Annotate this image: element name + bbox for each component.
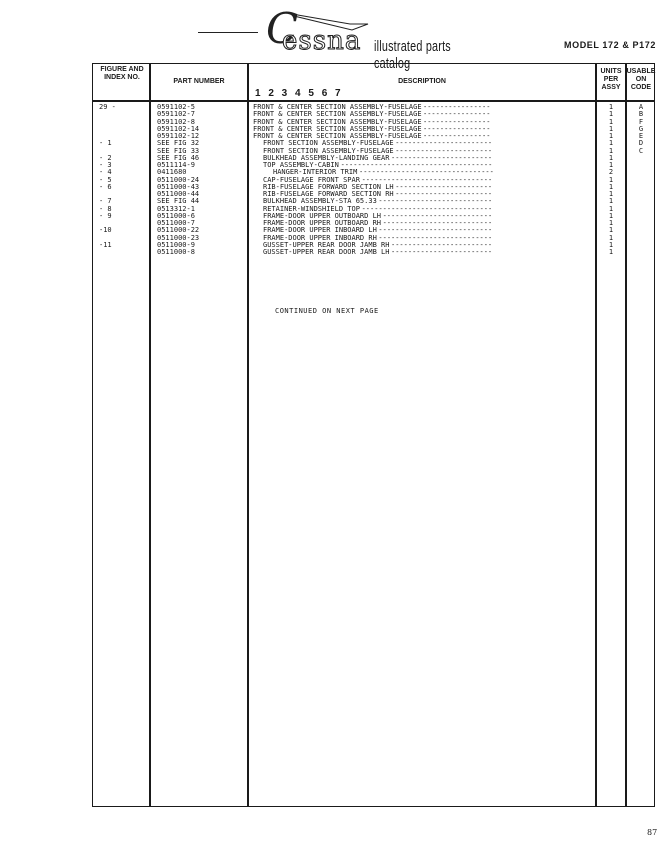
description-cell: FRONT SECTION ASSEMBLY-FUSELAGE [263,139,394,148]
figure-column-header: FIGURE AND INDEX NO. [100,66,144,81]
catalog-title: illustrated parts catalog [374,38,451,72]
description-cell: RIB-FUSELAGE FORWARD SECTION LH [263,182,394,191]
usable-code-cell: C [638,146,644,155]
units-cell: 1 [608,110,614,119]
part-number-cell: 0591102-7 [157,110,195,119]
part-number-cell: 0513312-1 [157,204,195,213]
figure-index-cell: - 8 [99,204,112,213]
part-number-cell: 0511000-24 [157,175,200,184]
units-cell: 1 [608,103,614,111]
continued-note: CONTINUED ON NEXT PAGE [275,307,379,315]
dot-leader: ------------------------------- [361,204,493,213]
part-number-cell: 0511000-9 [157,240,195,249]
usable-code-cell: F [638,117,644,126]
part-number-cell: 0411680 [157,168,187,177]
units-cell: 1 [608,226,614,235]
units-cell: 1 [608,204,614,213]
units-column-header: UNITS PER ASSY [600,68,622,91]
units-cell: 1 [608,153,614,162]
description-cell: FRONT & CENTER SECTION ASSEMBLY-FUSELAGE [253,110,422,119]
usable-code-cell: E [638,132,644,140]
dot-leader: ----------------------- [395,139,493,148]
figure-index-cell: -10 [99,226,112,235]
parts-table [92,63,655,807]
cessna-logo [198,4,488,72]
part-number-cell: 0511000-43 [157,182,200,191]
part-number-cell: 0591102-12 [157,132,200,140]
part-number-cell: 0511000-44 [157,190,200,198]
description-cell: FRONT & CENTER SECTION ASSEMBLY-FUSELAGE [253,103,422,111]
dot-leader: ----------------------- [395,146,493,155]
model-label: MODEL 172 & P172 [564,40,656,50]
figure-index-cell: - 6 [99,182,112,191]
units-cell: 1 [608,233,614,242]
description-cell: GUSSET-UPPER REAR DOOR JAMB LH [263,248,390,256]
part-number-cell: 0591102-8 [157,117,195,126]
dot-leader: ------------------------ [391,248,493,256]
figure-index-cell: - 9 [99,211,112,220]
dot-leader: ------------------------------------ [340,161,493,169]
units-cell: 1 [608,161,614,169]
usable-column-header: USABLE ON CODE [626,68,656,91]
description-column-header: DESCRIPTION [398,78,446,85]
part-number-column-header: PART NUMBER [173,78,225,85]
dot-leader: --------------------------- [378,226,493,235]
units-cell: 1 [608,146,614,155]
dot-leader: ----------------------- [395,190,493,198]
part-number-cell: SEE FIG 46 [157,153,200,162]
part-number-cell: 0511000-7 [157,219,195,227]
description-cell: BULKHEAD ASSEMBLY-LANDING GEAR [263,153,390,162]
dot-leader: ----------------------- [395,182,493,191]
part-number-cell: 0511000-8 [157,248,195,256]
dot-leader: ---------------- [423,124,491,133]
units-cell: 1 [608,132,614,140]
units-cell: 1 [608,139,614,148]
description-cell: FRONT SECTION ASSEMBLY-FUSELAGE [263,146,394,155]
description-cell: FRONT & CENTER SECTION ASSEMBLY-FUSELAGE [253,124,422,133]
page-header [0,0,672,72]
part-number-cell: SEE FIG 44 [157,197,200,206]
part-number-cell: 0511000-23 [157,233,200,242]
units-cell: 1 [608,117,614,126]
page-number: 87 [647,828,658,837]
part-number-cell: 0511000-22 [157,226,200,235]
units-cell: 2 [608,168,614,177]
table-row [93,248,653,256]
dot-leader: ------------------------------- [361,175,493,184]
dot-leader: -------------------------------- [359,168,494,177]
description-cell: FRAME-DOOR UPPER OUTBOARD RH [263,219,382,227]
dot-leader: ------------------------ [391,240,493,249]
figure-index-cell: 29 - [99,103,116,111]
part-number-cell: SEE FIG 33 [157,146,200,155]
part-number-cell: 0511114-9 [157,161,195,169]
dot-leader: ---------------- [423,103,491,111]
dot-leader: ---------------- [423,110,491,119]
description-cell: FRAME-DOOR UPPER INBOARD RH [263,233,377,242]
dot-leader: ---------------- [423,132,491,140]
units-cell: 1 [608,190,614,198]
description-cell: FRAME-DOOR UPPER OUTBOARD LH [263,211,382,220]
part-number-cell: 0591102-14 [157,124,200,133]
usable-code-cell: A [638,103,644,111]
usable-code-cell: B [638,110,644,119]
logo-rule [198,32,258,33]
description-cell: FRONT & CENTER SECTION ASSEMBLY-FUSELAGE [253,117,422,126]
description-cell: HANGER-INTERIOR TRIM [273,168,358,177]
units-cell: 1 [608,197,614,206]
description-cell: BULKHEAD ASSEMBLY-STA 65.33 [263,197,377,206]
figure-index-cell: - 1 [99,139,112,148]
figure-index-cell: - 2 [99,153,112,162]
header-divider [93,100,654,102]
usable-code-cell: D [638,139,644,148]
figure-index-cell: - 5 [99,175,112,184]
units-cell: 1 [608,175,614,184]
units-cell: 1 [608,182,614,191]
figure-index-cell: - 4 [99,168,112,177]
dot-leader: --------------------------- [378,197,493,206]
units-cell: 1 [608,219,614,227]
part-number-cell: 0511000-6 [157,211,195,220]
units-cell: 1 [608,248,614,256]
description-cell: TOP ASSEMBLY-CABIN [263,161,339,169]
units-cell: 1 [608,240,614,249]
figure-index-cell: - 3 [99,161,112,169]
dot-leader: ---------------- [423,117,491,126]
description-cell: GUSSET-UPPER REAR DOOR JAMB RH [263,240,390,249]
description-cell: FRONT & CENTER SECTION ASSEMBLY-FUSELAGE [253,132,422,140]
dot-leader: --------------------------- [378,233,493,242]
description-cell: RETAINER-WINDSHIELD TOP [263,204,360,213]
logo-wordmark: essna [282,26,362,56]
usable-code-cell: G [638,124,644,133]
units-cell: 1 [608,124,614,133]
figure-index-cell: - 7 [99,197,112,206]
part-number-cell: SEE FIG 32 [157,139,200,148]
dot-leader: -------------------------- [382,219,493,227]
units-cell: 1 [608,211,614,220]
indent-levels: 1 2 3 4 5 6 7 [255,88,344,99]
description-cell: CAP-FUSELAGE FRONT SPAR [263,175,360,184]
description-cell: RIB-FUSELAGE FORWARD SECTION RH [263,190,394,198]
part-number-cell: 0591102-5 [157,103,195,111]
logo-initial: C [266,4,299,53]
dot-leader: ------------------------ [391,153,493,162]
description-cell: FRAME-DOOR UPPER INBOARD LH [263,226,377,235]
dot-leader: -------------------------- [382,211,493,220]
figure-index-cell: -11 [99,240,112,249]
